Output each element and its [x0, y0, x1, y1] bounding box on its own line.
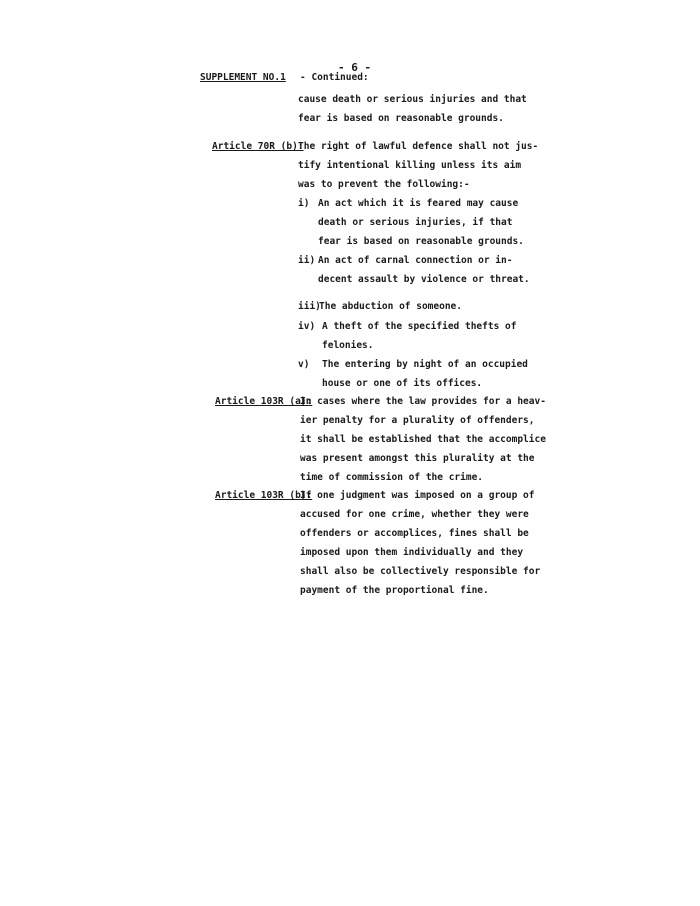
- list-item-number: i): [298, 198, 310, 209]
- article-line: imposed upon them individually and they: [300, 547, 524, 558]
- article-line: ier penalty for a plurality of offenders,: [300, 415, 535, 426]
- article-line: payment of the proportional fine.: [300, 585, 489, 596]
- article-line: The right of lawful defence shall not jus-: [298, 141, 539, 152]
- list-item-number: iv): [298, 321, 316, 332]
- continued-label: - Continued:: [300, 72, 369, 83]
- article-line: If one judgment was imposed on a group of: [300, 490, 535, 501]
- page-number: - 6 -: [338, 61, 372, 74]
- article-line: time of commission of the crime.: [300, 472, 484, 483]
- list-item-number: v): [298, 359, 310, 370]
- list-item-line: death or serious injuries, if that: [318, 217, 513, 228]
- article-heading: Article 70R (b):: [212, 141, 304, 152]
- article-line: it shall be established that the accomplice: [300, 434, 546, 445]
- list-item-line: The entering by night of an occupied: [322, 359, 528, 370]
- list-item-line: house or one of its offices.: [322, 378, 483, 389]
- list-item-line: The abduction of someone.: [319, 301, 462, 312]
- article-line: accused for one crime, whether they were: [300, 509, 529, 520]
- intro-line: fear is based on reasonable grounds.: [298, 113, 504, 124]
- list-item-number: ii): [298, 255, 316, 266]
- list-item-number: iii): [298, 301, 321, 312]
- article-heading: Article 103R (b):: [215, 490, 313, 501]
- list-item-line: felonies.: [322, 340, 374, 351]
- list-item-line: fear is based on reasonable grounds.: [318, 236, 524, 247]
- article-line: offenders or accomplices, fines shall be: [300, 528, 529, 539]
- article-line: shall also be collectively responsible for: [300, 566, 541, 577]
- article-line: was present amongst this plurality at the: [300, 453, 535, 464]
- list-item-line: A theft of the specified thefts of: [322, 321, 517, 332]
- intro-line: cause death or serious injuries and that: [298, 94, 527, 105]
- list-item-line: An act of carnal connection or in-: [318, 255, 513, 266]
- supplement-heading: SUPPLEMENT NO.1: [200, 72, 286, 83]
- article-line: was to prevent the following:-: [298, 179, 470, 190]
- article-line: tify intentional killing unless its aim: [298, 160, 522, 171]
- article-heading: Article 103R (a):: [215, 396, 313, 407]
- list-item-line: An act which it is feared may cause: [318, 198, 519, 209]
- article-line: In cases where the law provides for a heav-: [300, 396, 546, 407]
- list-item-line: decent assault by violence or threat.: [318, 274, 530, 285]
